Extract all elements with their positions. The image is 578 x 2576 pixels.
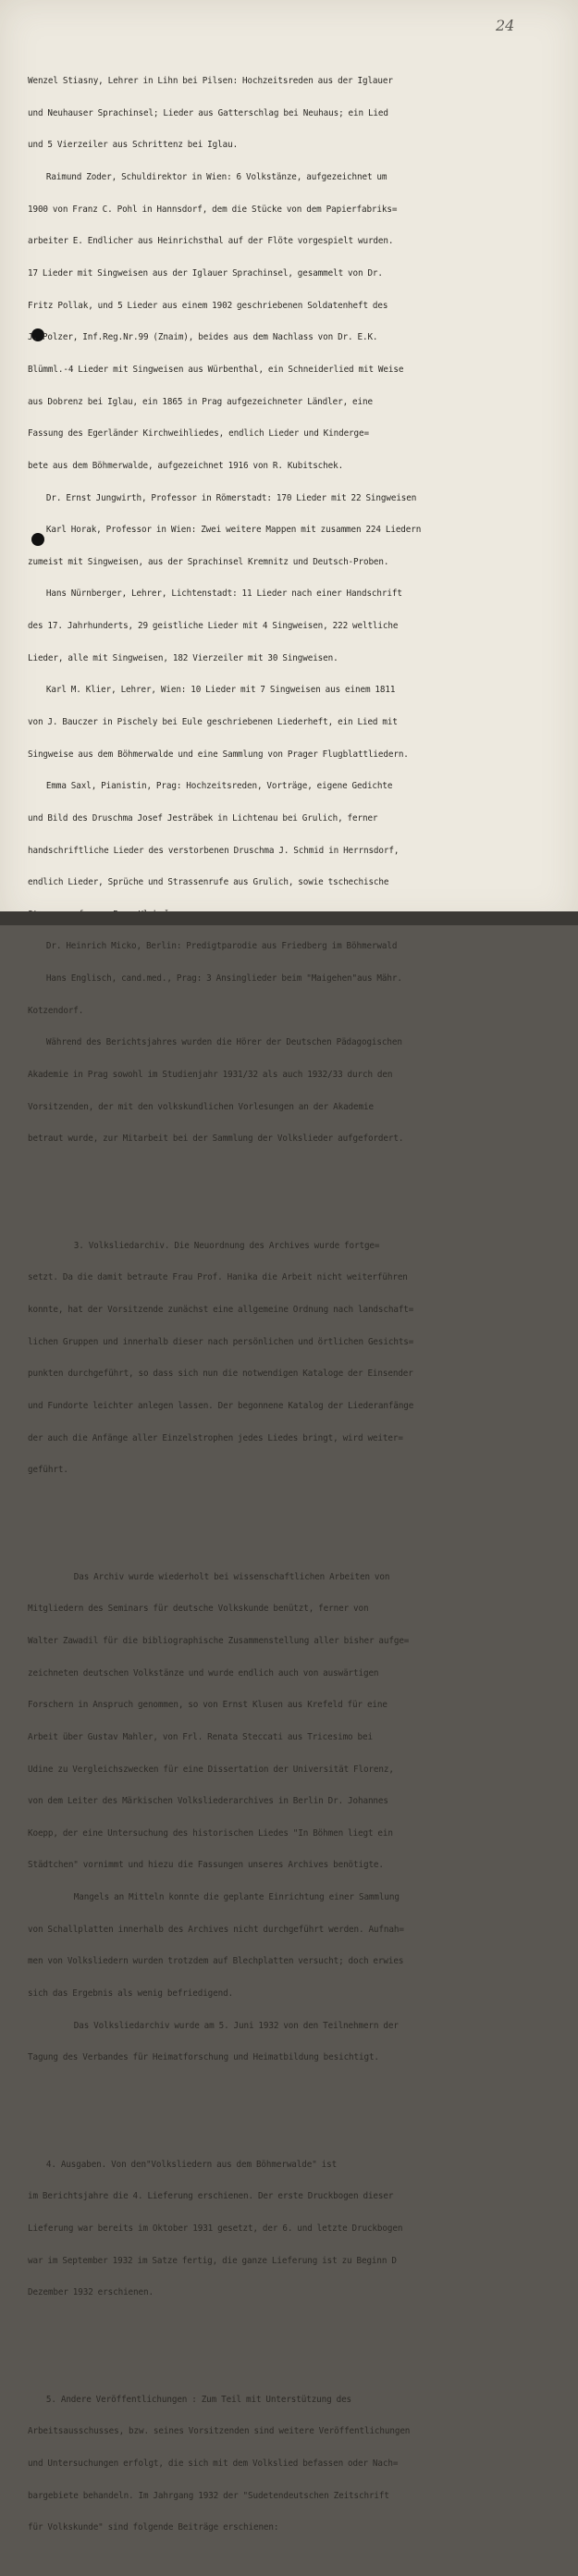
text-line: Dezember 1932 erschienen. [28,2287,154,2298]
text-line: Karl Horak, Professor in Wien: Zwei weitere Mappen mit zusammen 224 Liedern [28,525,422,536]
text-line: Fritz Pollak, und 5 Lieder aus einem 1902 geschriebenen Soldatenheft des [28,300,388,311]
text-line: für Volkskunde" sind folgende Beiträge erschienen: [28,2522,279,2533]
section-heading-line: 4. Ausgaben. Von den"Volksliedern aus dem Böhmerwalde" ist [28,2159,338,2170]
text-line: betraut wurde, zur Mitarbeit bei der Sammlung der Volkslieder aufgefordert. [28,1133,404,1145]
text-line: Dr. Ernst Jungwirth, Professor in Römerstadt: 170 Lieder mit 22 Singweisen [28,492,417,503]
text-line: Hans Nürnberger, Lehrer, Lichtenstadt: 11 Lieder nach einer Handschrift [28,588,402,600]
text-line: setzt. Da die damit betraute Frau Prof. Hanika die Arbeit nicht weiterführen [28,1272,408,1283]
text-line: und 5 Vierzeiler aus Schrittenz bei Iglau. [28,140,239,151]
text-line: handschriftliche Lieder des verstorbenen Druschma J. Schmid in Herrnsdorf, [28,845,400,856]
text-line: aus Dobrenz bei Iglau, ein 1865 in Prag aufgezeichneter Ländler, eine [28,396,373,407]
text-line: und Bild des Druschma Josef Jesträbek in Lichtenau bei Grulich, ferner [28,812,378,824]
text-line: Tagung des Verbandes für Heimatforschung und Heimatbildung besichtigt. [28,2052,379,2063]
text-line: Lieferung war bereits im Oktober 1931 gesetzt, der 6. und letzte Druckbogen [28,2223,403,2234]
text-line: zumeist mit Singweisen, aus der Sprachinsel Kremnitz und Deutsch-Proben. [28,556,389,567]
text-line: Das Volksliedarchiv wurde am 5. Juni 1932 von den Teilnehmern der [28,2020,399,2031]
text-line: geführt. [28,1465,68,1476]
text-line: Hans Englisch, cand.med., Prag: 3 Ansinglieder beim "Maigehen"aus Mähr. [28,973,402,985]
text-line: und Fundorte leichter anlegen lassen. Der begonnene Katalog der Liederanfänge [28,1400,414,1411]
text-line: Während des Berichtsjahres wurden die Hörer der Deutschen Pädagogischen [28,1037,402,1048]
text-line: men von Volksliedern wurden trotzdem auf Blechplatten versucht; doch erwies [28,1956,404,1967]
typed-text-body [28,33,566,2576]
text-line: Arbeitsausschusses, bzw. seines Vorsitzenden sind weitere Veröffentlichungen [28,2426,411,2437]
text-line: und Neuhauser Sprachinsel; Lieder aus Gatterschlag bei Neuhaus; ein Lied [28,107,388,118]
text-line: Emma Saxl, Pianistin, Prag: Hochzeitsreden, Vorträge, eigene Gedichte [28,781,393,792]
section-heading-line: 5. Andere Veröffentlichungen : Zum Teil mit Unterstützung des [28,2394,352,2405]
text-line: Karl M. Klier, Lehrer, Wien: 10 Lieder mit 7 Singweisen aus einem 1811 [28,685,396,696]
text-line: bargebiete behandeln. Im Jahrgang 1932 der "Sudetendeutschen Zeitschrift [28,2490,389,2501]
text-line: Städtchen" vornimmt und hiezu die Fassungen unseres Archives benötigte. [28,1860,384,1871]
text-line: Wenzel Stiasny, Lehrer in Lihn bei Pilsen: Hochzeitsreden aus der Iglauer [28,76,393,87]
text-line: Blümml.-4 Lieder mit Singweisen aus Würbenthal, ein Schneiderlied mit Weise [28,364,404,375]
text-line: war im September 1932 im Satze fertig, die ganze Lieferung ist zu Beginn D [28,2255,397,2266]
text-line: Walter Zawadil für die bibliographische Zusammenstellung aller bisher aufge= [28,1635,410,1646]
text-line: und Untersuchungen erfolgt, die sich mit dem Volkslied befassen oder Nach= [28,2458,399,2469]
text-line: Koepp, der eine Untersuchung des historischen Liedes "In Böhmen liegt ein [28,1827,393,1839]
scan-bottom-edge [0,911,578,925]
section-ausgaben [28,2138,566,2320]
text-line: arbeiter E. Endlicher aus Heinrichsthal auf der Flöte vorgespielt wurden. [28,236,394,247]
section-andere-veroeffentlichungen [28,2373,566,2555]
text-line: Mitgliedern des Seminars für deutsche Volkskunde benützt, ferner von [28,1604,369,1615]
text-line: von Schallplatten innerhalb des Archives nicht durchgeführt werden. Aufnah= [28,1924,404,1935]
text-line: J. Polzer, Inf.Reg.Nr.99 (Znaim), beides aus dem Nachlass von Dr. E.K. [28,332,378,343]
text-line: sich das Ergebnis als wenig befriedigend. [28,1988,234,1999]
text-line: Dr. Heinrich Micko, Berlin: Predigtparodie aus Friedberg im Böhmerwald [28,941,398,952]
text-line: bete aus dem Böhmerwalde, aufgezeichnet 1916 von R. Kubitschek. [28,460,344,471]
text-line: Mangels an Mitteln konnte die geplante Einrichtung einer Sammlung [28,1892,400,1903]
paragraph-archive-use [28,1551,566,2085]
text-line: Fassung des Egerländer Kirchweihliedes, endlich Lieder und Kinderge= [28,428,369,440]
text-line: von J. Bauczer in Pischely bei Eule geschriebenen Liederheft, ein Lied mit [28,717,398,727]
text-line: des 17. Jahrhunderts, 29 geistliche Lieder mit 4 Singweisen, 222 weltliche [28,621,399,632]
text-line: im Berichtsjahre die 4. Lieferung erschienen. Der erste Druckbogen dieser [28,2191,394,2202]
text-line: Vorsitzenden, der mit den volkskundlichen Vorlesungen an der Akademie [28,1101,374,1112]
section-volksliedarchiv [28,1220,566,1497]
text-line: Das Archiv wurde wiederholt bei wissenschaftlichen Arbeiten von [28,1571,390,1582]
text-line: Singweise aus dem Böhmerwalde und eine Sammlung von Prager Flugblattliedern. [28,749,409,760]
text-line: Raimund Zoder, Schuldirektor in Wien: 6 Volkstänze, aufgezeichnet um [28,172,387,183]
text-line: Akademie in Prag sowohl im Studienjahr 1931/32 als auch 1932/33 durch den [28,1070,393,1081]
text-line: lichen Gruppen und innerhalb dieser nach persönlichen und örtlichen Gesichts= [28,1336,414,1347]
paragraph-contributors [28,55,566,1166]
text-line: konnte, hat der Vorsitzende zunächst eine allgemeine Ordnung nach landschaft= [28,1305,414,1316]
text-line: Arbeit über Gustav Mahler, von Frl. Renata Steccati aus Tricesimo bei [28,1731,373,1742]
text-line: punkten durchgeführt, so dass sich nun die notwendigen Kataloge der Einsender [28,1368,413,1380]
text-line: endlich Lieder, Sprüche und Strassenrufe aus Grulich, sowie tschechische [28,877,389,888]
text-line: 1900 von Franz C. Pohl in Hannsdorf, dem die Stücke von dem Papierfabriks= [28,204,398,215]
text-line: Lieder, alle mit Singweisen, 182 Vierzeiler mit 30 Singweisen. [28,652,338,663]
text-line: 17 Lieder mit Singweisen aus der Iglauer Sprachinsel, gesammelt von Dr. [28,268,383,279]
text-line: zeichneten deutschen Volkstänze und wurde endlich auch von auswärtigen [28,1667,379,1678]
text-line: Kotzendorf. [28,1005,84,1016]
text-line: Forschern in Anspruch genommen, so von Ernst Klusen aus Krefeld für eine [28,1700,387,1711]
text-line: von dem Leiter des Märkischen Volksliederarchives in Berlin Dr. Johannes [28,1796,388,1807]
text-line: der auch die Anfänge aller Einzelstrophen jedes Liedes bringt, wird weiter= [28,1432,403,1443]
section-heading-line: 3. Volksliedarchiv. Die Neuordnung des Archives wurde fortge= [28,1240,380,1251]
text-line: Udine zu Vergleichszwecken für eine Dissertation der Universität Florenz, [28,1764,394,1775]
page-number: 24 [496,17,515,34]
